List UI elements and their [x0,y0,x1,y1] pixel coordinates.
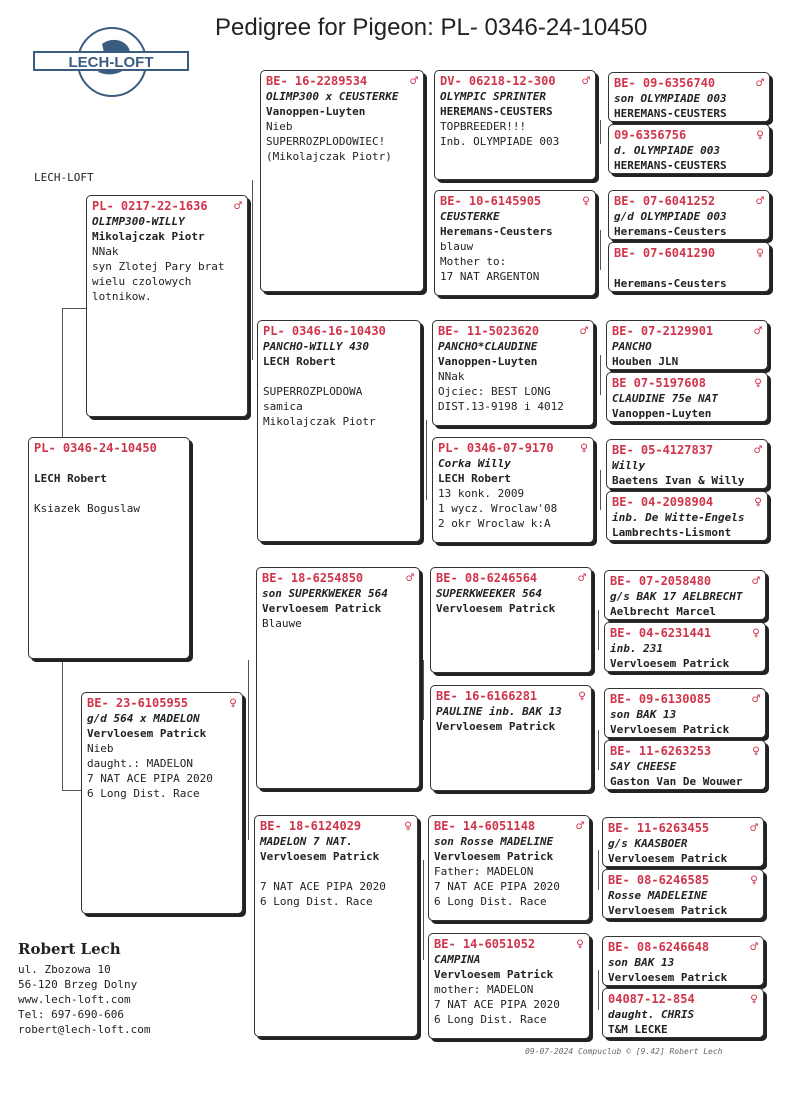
loft-label: LECH-LOFT [34,171,94,184]
connector [62,308,63,438]
note-line: lotnikow. [92,290,152,303]
note-line: SUPERROZPLODOWA [263,385,363,398]
ring-number [608,873,758,888]
pigeon-name: OLYMPIC SPRINTER [440,90,546,103]
owner-name: Vervloesem Patrick [608,904,728,917]
connector [248,660,249,840]
owner-name: Lambrechts-Lismont [612,526,732,539]
ring-number [260,819,412,834]
connector [598,610,599,650]
pigeon-card[interactable] [604,688,766,738]
email-link[interactable]: robert@lech-loft.com [18,1023,151,1036]
pigeon-name: d. OLYMPIADE 003 [614,144,720,157]
ring-number [612,495,762,510]
breeder-name: Robert Lech [18,940,121,958]
male-icon: ♂ [750,821,758,836]
note-line: 6 Long Dist. Race [87,787,200,800]
ring-number [608,821,758,836]
pigeon-name: Corka Willy [438,457,511,470]
female-icon: ♀ [229,696,237,711]
note-line: Nieb [87,742,114,755]
ring-number [266,74,418,89]
ring-number [614,246,764,261]
ring-number [438,441,588,456]
ring-number [34,441,184,456]
website-link[interactable]: www.lech-loft.com [18,993,131,1006]
pigeon-name: Rosse MADELEINE [608,889,708,902]
pigeon-card[interactable] [434,190,596,296]
ring-text: BE- 18-6254850 [262,571,364,585]
ring-number [610,626,760,641]
ring-text: BE 07-5197608 [612,376,706,390]
note-line: 6 Long Dist. Race [434,895,547,908]
ring-text: BE- 23-6105955 [87,696,189,710]
owner-name: Heremans-Ceusters [614,225,727,238]
connector [62,660,63,790]
male-icon: ♂ [756,76,764,91]
female-icon: ♀ [578,689,586,704]
owner-name: HEREMANS-CEUSTERS [440,105,553,118]
connector [598,970,599,1010]
ring-text: BE- 09-6356740 [614,76,716,90]
pigeon-name: inb. De Witte-Engels [612,511,745,524]
male-icon: ♂ [582,74,590,89]
owner-name: Vervloesem Patrick [87,727,207,740]
male-icon: ♂ [406,571,414,586]
male-icon: ♂ [752,574,760,589]
pigeon-name: son OLYMPIADE 003 [614,92,727,105]
ring-text: BE- 08-6246648 [608,940,710,954]
male-icon: ♂ [576,819,584,834]
note-line: samica [263,400,303,413]
ring-text: BE- 08-6246564 [436,571,538,585]
ring-number [608,992,758,1007]
ring-number [440,74,590,89]
female-icon: ♀ [404,819,412,834]
note-line: Ksiazek Boguslaw [34,502,140,515]
pigeon-name: CLAUDINE 75e NAT [612,392,718,405]
pigeon-card[interactable] [602,817,764,867]
pigeon-name: son BAK 13 [608,956,675,969]
ring-number [610,744,760,759]
pigeon-card[interactable] [608,190,770,240]
male-icon: ♂ [580,324,588,339]
pigeon-card[interactable] [606,439,768,489]
connector [598,850,599,890]
note-line: 17 NAT ARGENTON [440,270,540,283]
pigeon-name: son BAK 13 [610,708,677,721]
connector [426,180,427,240]
male-icon: ♂ [754,324,762,339]
ring-number [263,324,415,339]
ring-text: PL- 0346-07-9170 [438,441,554,455]
owner-name: Houben JLN [612,355,679,368]
pigeon-card[interactable] [602,988,764,1038]
owner-name: Vanoppen-Luyten [438,355,538,368]
note-line: Father: MADELON [434,865,534,878]
breeder-info [18,940,150,1037]
owner-name: LECH Robert [34,472,107,485]
owner-name: Vanoppen-Luyten [612,407,712,420]
pigeon-name: PANCHO [612,340,652,353]
ring-number [612,324,762,339]
pigeon-card[interactable] [428,815,590,921]
female-icon: ♀ [580,441,588,456]
note-line: Mother to: [440,255,507,268]
pigeon-name: OLIMP300-WILLY [92,215,185,228]
pigeon-card[interactable] [602,936,764,986]
pigeon-card[interactable] [608,72,770,122]
owner-name: Vanoppen-Luyten [266,105,366,118]
pigeon-name: SAY CHEESE [610,760,677,773]
pigeon-card[interactable] [604,570,766,620]
ring-text: PL- 0217-22-1636 [92,199,208,213]
female-icon: ♀ [752,744,760,759]
female-icon: ♀ [750,992,758,1007]
ring-number [614,128,764,143]
connector [598,730,599,770]
phone: Tel: 697-690-606 [18,1008,124,1021]
note-line: Inb. OLYMPIADE 003 [440,135,560,148]
connector [423,860,424,960]
note-line: Nieb [266,120,293,133]
pigeon-name: PANCHO-WILLY 430 [263,340,369,353]
pigeon-name: Willy [612,459,646,472]
owner-name: Vervloesem Patrick [608,852,728,865]
ring-text: BE- 11-6263455 [608,821,710,835]
male-icon: ♂ [752,692,760,707]
ring-text: BE- 16-6166281 [436,689,538,703]
note-line: SUPERROZPLODOWIEC! [266,135,386,148]
connector [600,230,601,270]
ring-number [610,574,760,589]
pigeon-card[interactable] [254,815,418,1037]
ring-text: BE- 07-2129901 [612,324,714,338]
connector [600,470,601,510]
note-line: 13 konk. 2009 [438,487,525,500]
owner-name: Vervloesem Patrick [262,602,382,615]
ring-text: BE- 07-2058480 [610,574,712,588]
female-icon: ♀ [756,128,764,143]
pigeon-name: SUPERKWEEKER 564 [436,587,542,600]
pigeon-card[interactable] [86,195,248,417]
ring-text: BE- 14-6051052 [434,937,536,951]
note-line: 2 okr Wroclaw k:A [438,517,551,530]
pigeon-card[interactable] [432,320,594,426]
pigeon-name: g/d 564 x MADELON [87,712,200,725]
ring-text: BE- 11-5023620 [438,324,540,338]
note-line: 6 Long Dist. Race [434,1013,547,1026]
footer-credit: 09-07-2024 Compuclub © [9.42] Robert Lech [525,1047,723,1056]
ring-text: BE- 07-6041290 [614,246,716,260]
owner-name: Mikolajczak Piotr [92,230,205,243]
note-line: 6 Long Dist. Race [260,895,373,908]
connector [600,355,601,395]
ring-number [436,571,586,586]
female-icon: ♀ [750,873,758,888]
note-line: DIST.13-9198 i 4012 [438,400,564,413]
pigeon-card[interactable] [606,372,768,422]
ring-text: DV- 06218-12-300 [440,74,556,88]
male-icon: ♂ [750,940,758,955]
note-line [263,369,415,384]
pigeon-name: MADELON 7 NAT. [260,835,353,848]
note-line: 7 NAT ACE PIPA 2020 [434,998,560,1011]
note-line: mother: MADELON [434,983,534,996]
ring-text: BE- 07-6041252 [614,194,716,208]
female-icon: ♀ [752,626,760,641]
connector [423,660,424,720]
address-line: ul. Zbozowa 10 [18,963,111,976]
pigeon-name: son Rosse MADELINE [434,835,554,848]
ring-text: BE- 14-6051148 [434,819,536,833]
note-line: syn Zlotej Pary brat [92,260,225,273]
ring-text: PL- 0346-24-10450 [34,441,157,455]
owner-name: Heremans-Ceusters [440,225,553,238]
pigeon-card[interactable] [608,242,770,292]
owner-name: T&M LECKE [608,1023,668,1036]
female-icon: ♀ [754,376,762,391]
owner-name: Baetens Ivan & Willy [612,474,745,487]
ring-text: BE- 04-2098904 [612,495,714,509]
note-line: NNak [438,370,465,383]
pigeon-card[interactable] [602,869,764,919]
pigeon-name: son SUPERKWEKER 564 [262,587,388,600]
ring-text: BE- 08-6246585 [608,873,710,887]
pigeon-card[interactable] [604,740,766,790]
owner-name: Vervloesem Patrick [610,657,730,670]
note-line: 7 NAT ACE PIPA 2020 [434,880,560,893]
connector [252,180,253,360]
note-line: wielu czolowych [92,275,192,288]
note-line: Ojciec: BEST LONG [438,385,551,398]
note-line: daught.: MADELON [87,757,193,770]
connector [426,420,427,500]
note-line [34,486,184,501]
pigeon-card[interactable] [81,692,243,914]
pigeon-name: CEUSTERKE [440,210,500,223]
female-icon: ♀ [754,495,762,510]
pigeon-card[interactable] [260,70,424,292]
owner-name: Gaston Van De Wouwer [610,775,743,788]
pigeon-card[interactable] [604,622,766,672]
ring-number [612,376,762,391]
pigeon-card[interactable] [606,320,768,370]
female-icon: ♀ [756,246,764,261]
pigeon-card[interactable] [608,124,770,174]
breeder-address [18,962,150,1037]
ring-text: BE- 10-6145905 [440,194,542,208]
pigeon-card[interactable] [606,491,768,541]
ring-number [612,443,762,458]
note-line: TOPBREEDER!!! [440,120,527,133]
ring-number [436,689,586,704]
note-line: Blauwe [262,617,302,630]
pigeon-name: PANCHO*CLAUDINE [438,340,538,353]
male-icon: ♂ [578,571,586,586]
ring-number [262,571,414,586]
ring-number [434,937,584,952]
pigeon-name: g/d OLYMPIADE 003 [614,210,727,223]
ring-number [434,819,584,834]
ring-text: BE- 16-2289534 [266,74,368,88]
pigeon-name: daught. CHRIS [608,1008,695,1021]
pigeon-card[interactable] [432,437,594,543]
ring-number [614,76,764,91]
note-line: 7 NAT ACE PIPA 2020 [260,880,386,893]
ring-text: PL- 0346-16-10430 [263,324,386,338]
pigeon-card[interactable] [257,320,421,542]
ring-text: BE- 09-6130085 [610,692,712,706]
female-icon: ♀ [582,194,590,209]
pigeon-card[interactable] [430,685,592,791]
note-line: 1 wycz. Wroclaw'08 [438,502,558,515]
ring-number [87,696,237,711]
ring-number [614,194,764,209]
ring-number [440,194,590,209]
ring-number [608,940,758,955]
ring-text: BE- 05-4127837 [612,443,714,457]
pigeon-name: CAMPINA [434,953,481,966]
logo-text: LECH-LOFT [68,54,154,71]
pigeon-card[interactable] [430,567,592,673]
ring-text: BE- 04-6231441 [610,626,712,640]
ring-text: 09-6356756 [614,128,687,142]
ring-number [438,324,588,339]
ring-number [92,199,242,214]
female-icon: ♀ [576,937,584,952]
ring-text: BE- 11-6263253 [610,744,712,758]
owner-name: HEREMANS-CEUSTERS [614,107,727,120]
owner-name: Vervloesem Patrick [434,850,554,863]
note-line: 7 NAT ACE PIPA 2020 [87,772,213,785]
note-line [34,456,184,471]
male-icon: ♂ [756,194,764,209]
male-icon: ♂ [754,443,762,458]
address-line: 56-120 Brzeg Dolny [18,978,138,991]
note-line: NNak [92,245,119,258]
ring-text: 04087-12-854 [608,992,695,1006]
pigeon-name: g/s BAK 17 AELBRECHT [610,590,743,603]
connector [600,120,601,144]
note-line [614,261,764,276]
pigeon-card[interactable] [434,70,596,180]
owner-name: Heremans-Ceusters [614,277,727,290]
pigeon-card[interactable] [256,567,420,789]
pigeon-name: g/s KAASBOER [608,837,688,850]
owner-name: Aelbrecht Marcel [610,605,716,618]
owner-name: HEREMANS-CEUSTERS [614,159,727,172]
pigeon-name: PAULINE inb. BAK 13 [436,705,562,718]
pigeon-card[interactable] [428,933,590,1039]
pigeon-name: OLIMP300 x CEUSTERKE [266,90,399,103]
page-title: Pedigree for Pigeon: PL- 0346-24-10450 [215,14,648,41]
owner-name: Vervloesem Patrick [260,850,380,863]
owner-name: LECH Robert [263,355,336,368]
male-icon: ♂ [234,199,242,214]
note-line: (Mikolajczak Piotr) [266,150,392,163]
owner-name: Vervloesem Patrick [608,971,728,984]
male-icon: ♂ [410,74,418,89]
pigeon-name: inb. 231 [610,642,663,655]
ring-text: BE- 18-6124029 [260,819,362,833]
note-line: Mikolajczak Piotr [263,415,376,428]
owner-name: Vervloesem Patrick [434,968,554,981]
owner-name: LECH Robert [438,472,511,485]
owner-name: Vervloesem Patrick [436,602,556,615]
pigeon-card[interactable] [28,437,190,659]
note-line: blauw [440,240,474,253]
note-line [260,864,412,879]
owner-name: Vervloesem Patrick [610,723,730,736]
owner-name: Vervloesem Patrick [436,720,556,733]
ring-number [610,692,760,707]
lech-loft-logo [32,26,192,98]
